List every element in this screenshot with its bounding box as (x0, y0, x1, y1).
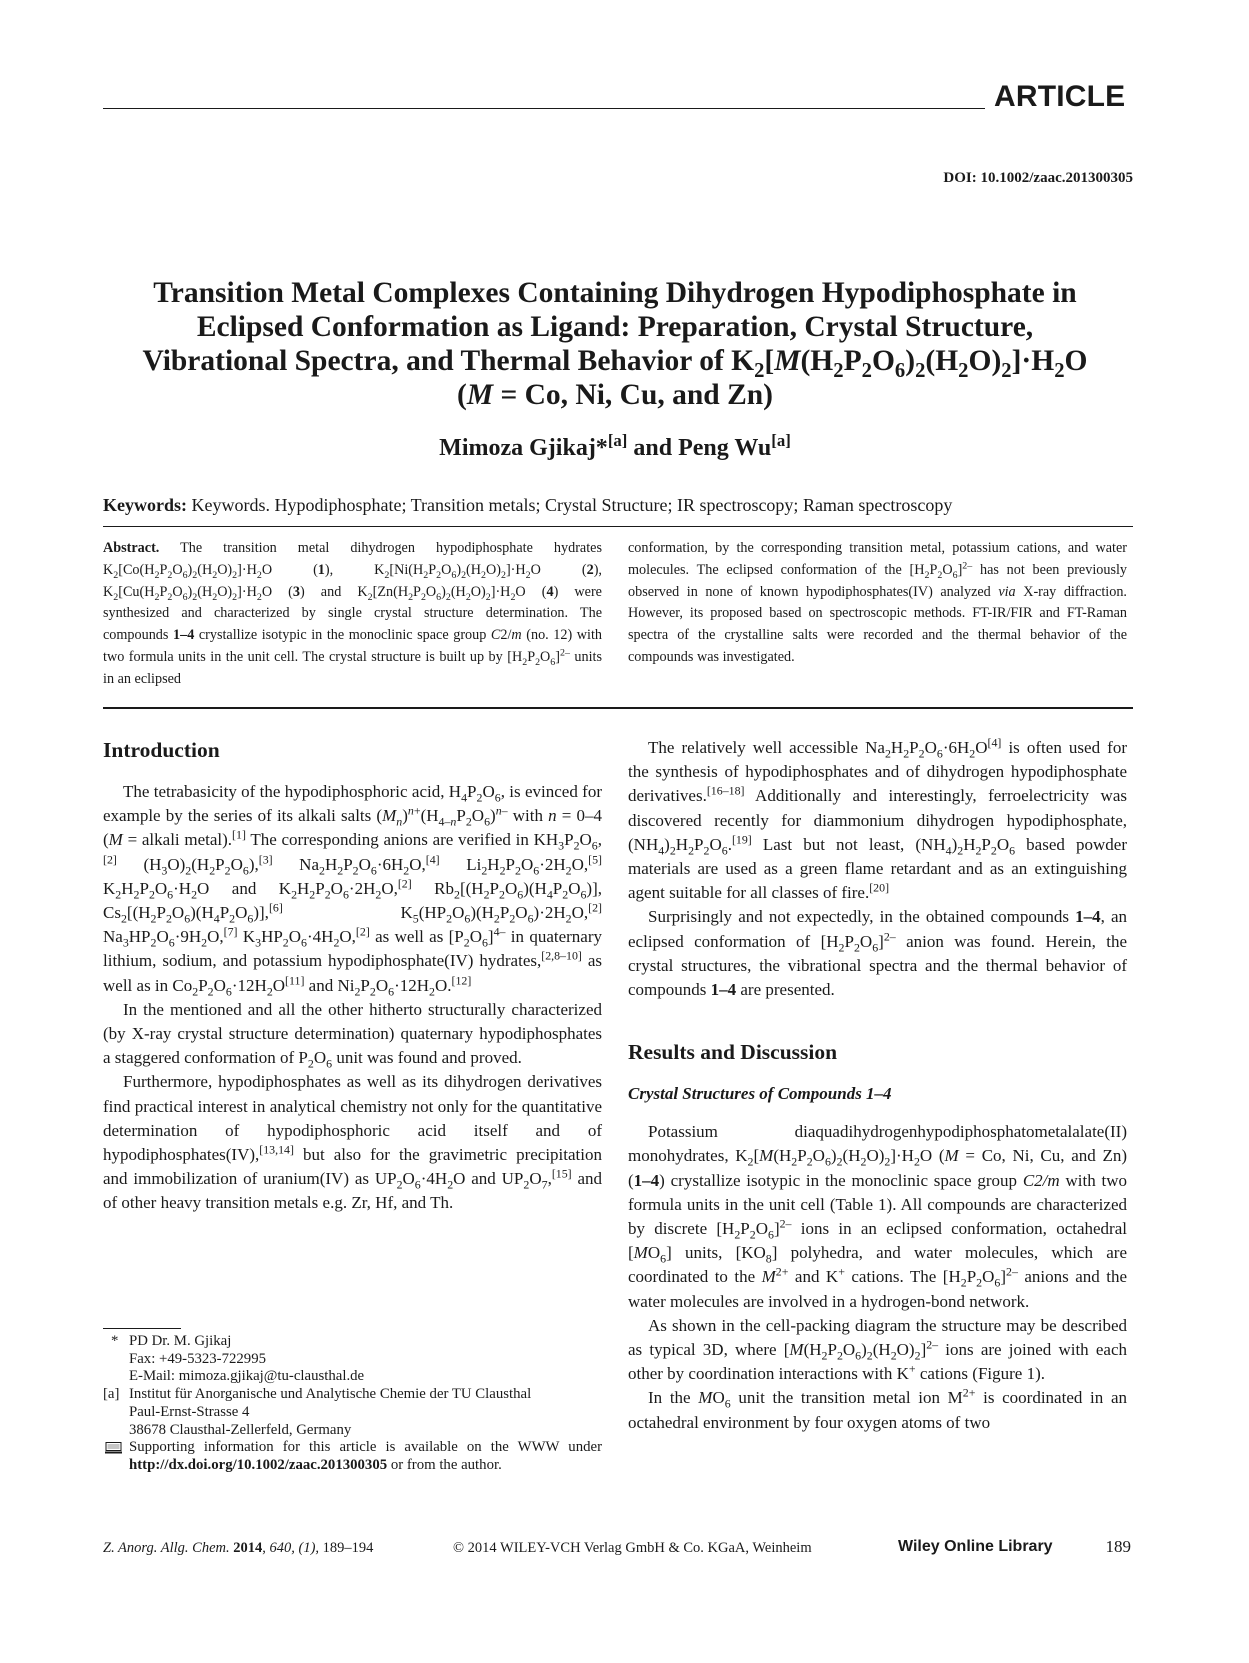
footer-copyright: © 2014 WILEY-VCH Verlag GmbH & Co. KGaA, Weinheim (453, 1540, 812, 1556)
supporting-info-footnote: Supporting information for this article is available on the WWW under http://dx.doi.org/10.1002/zaac.201300305 or from the author. (103, 1439, 602, 1474)
paragraph: Potassium diaquadihydrogenhypodiphosphatometalalate(II) monohydrates, $K_2[M(H_2P_2O_6)_2(H_2O)_2]\cdot H_2O$ (M = Co, Ni, Cu, and Zn) (1–4) crystallize isotypic in the monoclinic space group C2/m with two formula units in the unit cell (Table 1). All compounds are characterized by discrete $[H_2P_2O_6]^{2-}$ ions in an eclipsed conformation, octahedral $[MO_6]$ units, $[KO_8]$ polyhedra, and water molecules, which are coordinated to the $M^{2+}$ and K+ cations. The $[H_2P_2O_6]^{2-}$ anions and the water molecules are involved in a hydrogen-bond network. (628, 1122, 1127, 1311)
abstract-right-column: conformation, by the corresponding transition metal, potassium cations, and water molecules. The eclipsed conformation of the $[H_2P_2O_6]^{2-}$ has not been previously observed in none of known hypodiphosphates(IV) analyzed via X-ray diffraction. However, its proposed based on spectroscopic methods. FT-IR/FIR and FT-Raman spectra of the crystalline salts were recorded and the thermal behavior of the compounds was investigated. (628, 540, 1128, 665)
paragraph: The tetrabasicity of the hypodiphosphoric acid, $H_4P_2O_6$, is evinced for example by the series of its alkali salts $(M_n)^{n+}(H_{4-n}P_2O_6)^{n-}$ with n = 0–4 (M = alkali metal).[1] The corresponding anions are verified in $KH_3P_2O_6,[2]$ $(H_3O)_2(H_2P_2O_6),[3]$ $Na_2H_2P_2O_6\cdot 6H_2O,[4]$ $Li_2H_2P_2O_6\cdot 2H_2O,[5]$ $K_2H_2P_2O_6\cdot H_2O$ and $K_2H_2P_2O_6\cdot 2H_2O,[2]$ $Rb_2[(H_2P_2O_6)(H_4P_2O_6)]$, $Cs_2[(H_2P_2O_6)(H_4P_2O_6)],[6]$ $K_5(HP_2O_6)(H_2P_2O_6)\cdot 2H_2O,[2]$ $Na_3HP_2O_6\cdot 9H_2O,[7]$ $K_3HP_2O_6\cdot 4H_2O,[2]$ as well as $[P_2O_6]^{4-}$ in quaternary lithium, sodium, and potassium hypodiphosphate(IV) hydrates,[2,8–10] as well as in $Co_2P_2O_6\cdot 12H_2O[11]$ and $Ni_2P_2O_6\cdot 12H_2O.[12]$ (103, 782, 603, 999)
supporting-info-link[interactable]: http://dx.doi.org/10.1002/zaac.201300305 (129, 1456, 388, 1473)
results-heading: Results and Discussion (628, 1040, 838, 1065)
paragraph: In the $MO_6$ unit the transition metal ion $M^{2+}$ is coordinated in an octahedral environment by four oxygen atoms of two (628, 1385, 1127, 1432)
abstract-rule (103, 707, 1133, 709)
title-line-1: Transition Metal Complexes Containing Dihydrogen Hypodiphosphate in (153, 277, 1077, 309)
body-right-column (628, 736, 1127, 1435)
header-rule (103, 108, 985, 109)
correspondence-footnote: * PD Dr. M. Gjikaj Fax: +49-5323-722995 E-Mail: mimoza.gjikaj@tu-clausthal.de (103, 1333, 602, 1386)
footnote-rule (103, 1328, 181, 1329)
title-line-2: Eclipsed Conformation as Ligand: Preparation, Crystal Structure, (196, 311, 1034, 343)
author-2: Peng Wu (678, 435, 772, 461)
author-list: Mimoza Gjikaj*[a] and Peng Wu[a] (439, 431, 791, 461)
page-number: 189 (1105, 1537, 1131, 1556)
footnotes (103, 1333, 602, 1475)
paragraph: As shown in the cell-packing diagram the structure may be described as typical 3D, where $[M(H_2P_2O_6)_2(H_2O)_2]^{2-}$ ions are joined with each other by coordination interactions with K+ cations (Figure 1). (628, 1315, 1127, 1384)
title-line-4: (M = Co, Ni, Cu, and Zn) (457, 379, 773, 411)
paragraph: Surprisingly and not expectedly, in the obtained compounds 1–4, an eclipsed conformation of $[H_2P_2O_6]^{2-}$ anion was found. Herein, the crystal structures, the vibrational spectra and the thermal behavior of compounds 1–4 are presented. (628, 907, 1127, 1000)
introduction-heading: Introduction (103, 738, 220, 762)
doi: DOI: 10.1002/zaac.201300305 (943, 170, 1133, 186)
body-left-column (103, 736, 602, 1216)
paragraph: In the mentioned and all the other hitherto structurally characterized (by X-ray crystal structure determination) quaternary hypodiphosphates a staggered conformation of $P_2O_6$ unit was found and proved. (103, 999, 602, 1071)
email-address: E-Mail: mimoza.gjikaj@tu-clausthal.de (129, 1368, 365, 1385)
keywords-rule (103, 526, 1133, 527)
author-1: Mimoza Gjikaj* (439, 435, 608, 461)
article-title (100, 276, 1130, 412)
paragraph: The relatively well accessible $Na_2H_2P_2O_6\cdot 6H_2O[4]$ is often used for the synthesis of hypodiphosphates and of dihydrogen hypodiphosphate derivatives.[16–18] Additionally and interestingly, ferroelectricity was discovered recently for diammonium dihydrogen hypodiphosphate, $(NH_4)_2H_2P_2O_6.[19]$ Last but not least, $(NH_4)_2H_2P_2O_6$ based powder materials are used as a green flame retardant and as an extinguishing agent suitable for all classes of fire.[20] (628, 735, 1127, 903)
abstract-left-column: Abstract. The transition metal dihydrogen hypodiphosphate hydrates $K_2[Co(H_2P_2O_6)_2(H_2O)_2]\cdot H_2O$ (1), $K_2[Ni(H_2P_2O_6)_2(H_2O)_2]\cdot H_2O$ (2), $K_2[Cu(H_2P_2O_6)_2(H_2O)_2]\cdot H_2O$ (3) and $K_2[Zn(H_2P_2O_6)_2(H_2O)_2]\cdot H_2O$ (4) were synthesized and characterized by single crystal structure determination. The compounds 1–4 crystallize isotypic in the monoclinic space group C2/m (no. 12) with two formula units in the unit cell. The crystal structure is built up by $[H_2P_2O_6]^{2-}$ units in an eclipsed (103, 540, 603, 687)
crystal-subheading: Crystal Structures of Compounds 1–4 (628, 1084, 892, 1104)
wiley-online-library-logo: Wiley Online Library (898, 1538, 1053, 1555)
article-label: ARTICLE (994, 80, 1126, 113)
monitor-icon (105, 1442, 122, 1454)
keywords: Keywords: Keywords. Hypodiphosphate; Transition metals; Crystal Structure; IR spectroscopy; Raman spectroscopy (103, 495, 953, 515)
affiliation-footnote: [a] Institut für Anorganische und Analytische Chemie der TU Clausthal Paul-Ernst-Strasse 4 38678 Clausthal-Zellerfeld, Germany (103, 1386, 532, 1438)
title-line-3: Vibrational Spectra, and Thermal Behavior of $K_2[M(H_2P_2O_6)_2(H_2O)_2]\cdot H_2O$ (142, 345, 1088, 382)
footer-citation: Z. Anorg. Allg. Chem. 2014, 640, (1), 189–194 (103, 1540, 374, 1556)
paragraph: Furthermore, hypodiphosphates as well as its dihydrogen derivatives find practical interest in analytical chemistry not only for the quantitative determination of hypodiphosphoric acid itself and of hypodiphosphates(IV),[13,14] but also for the gravimetric precipitation and immobilization of uranium(IV) as $UP_2O_6\cdot 4H_2O$ and $UP_2O_7,[15]$ and of other heavy transition metals e.g. Zr, Hf, and Th. (103, 1072, 603, 1213)
